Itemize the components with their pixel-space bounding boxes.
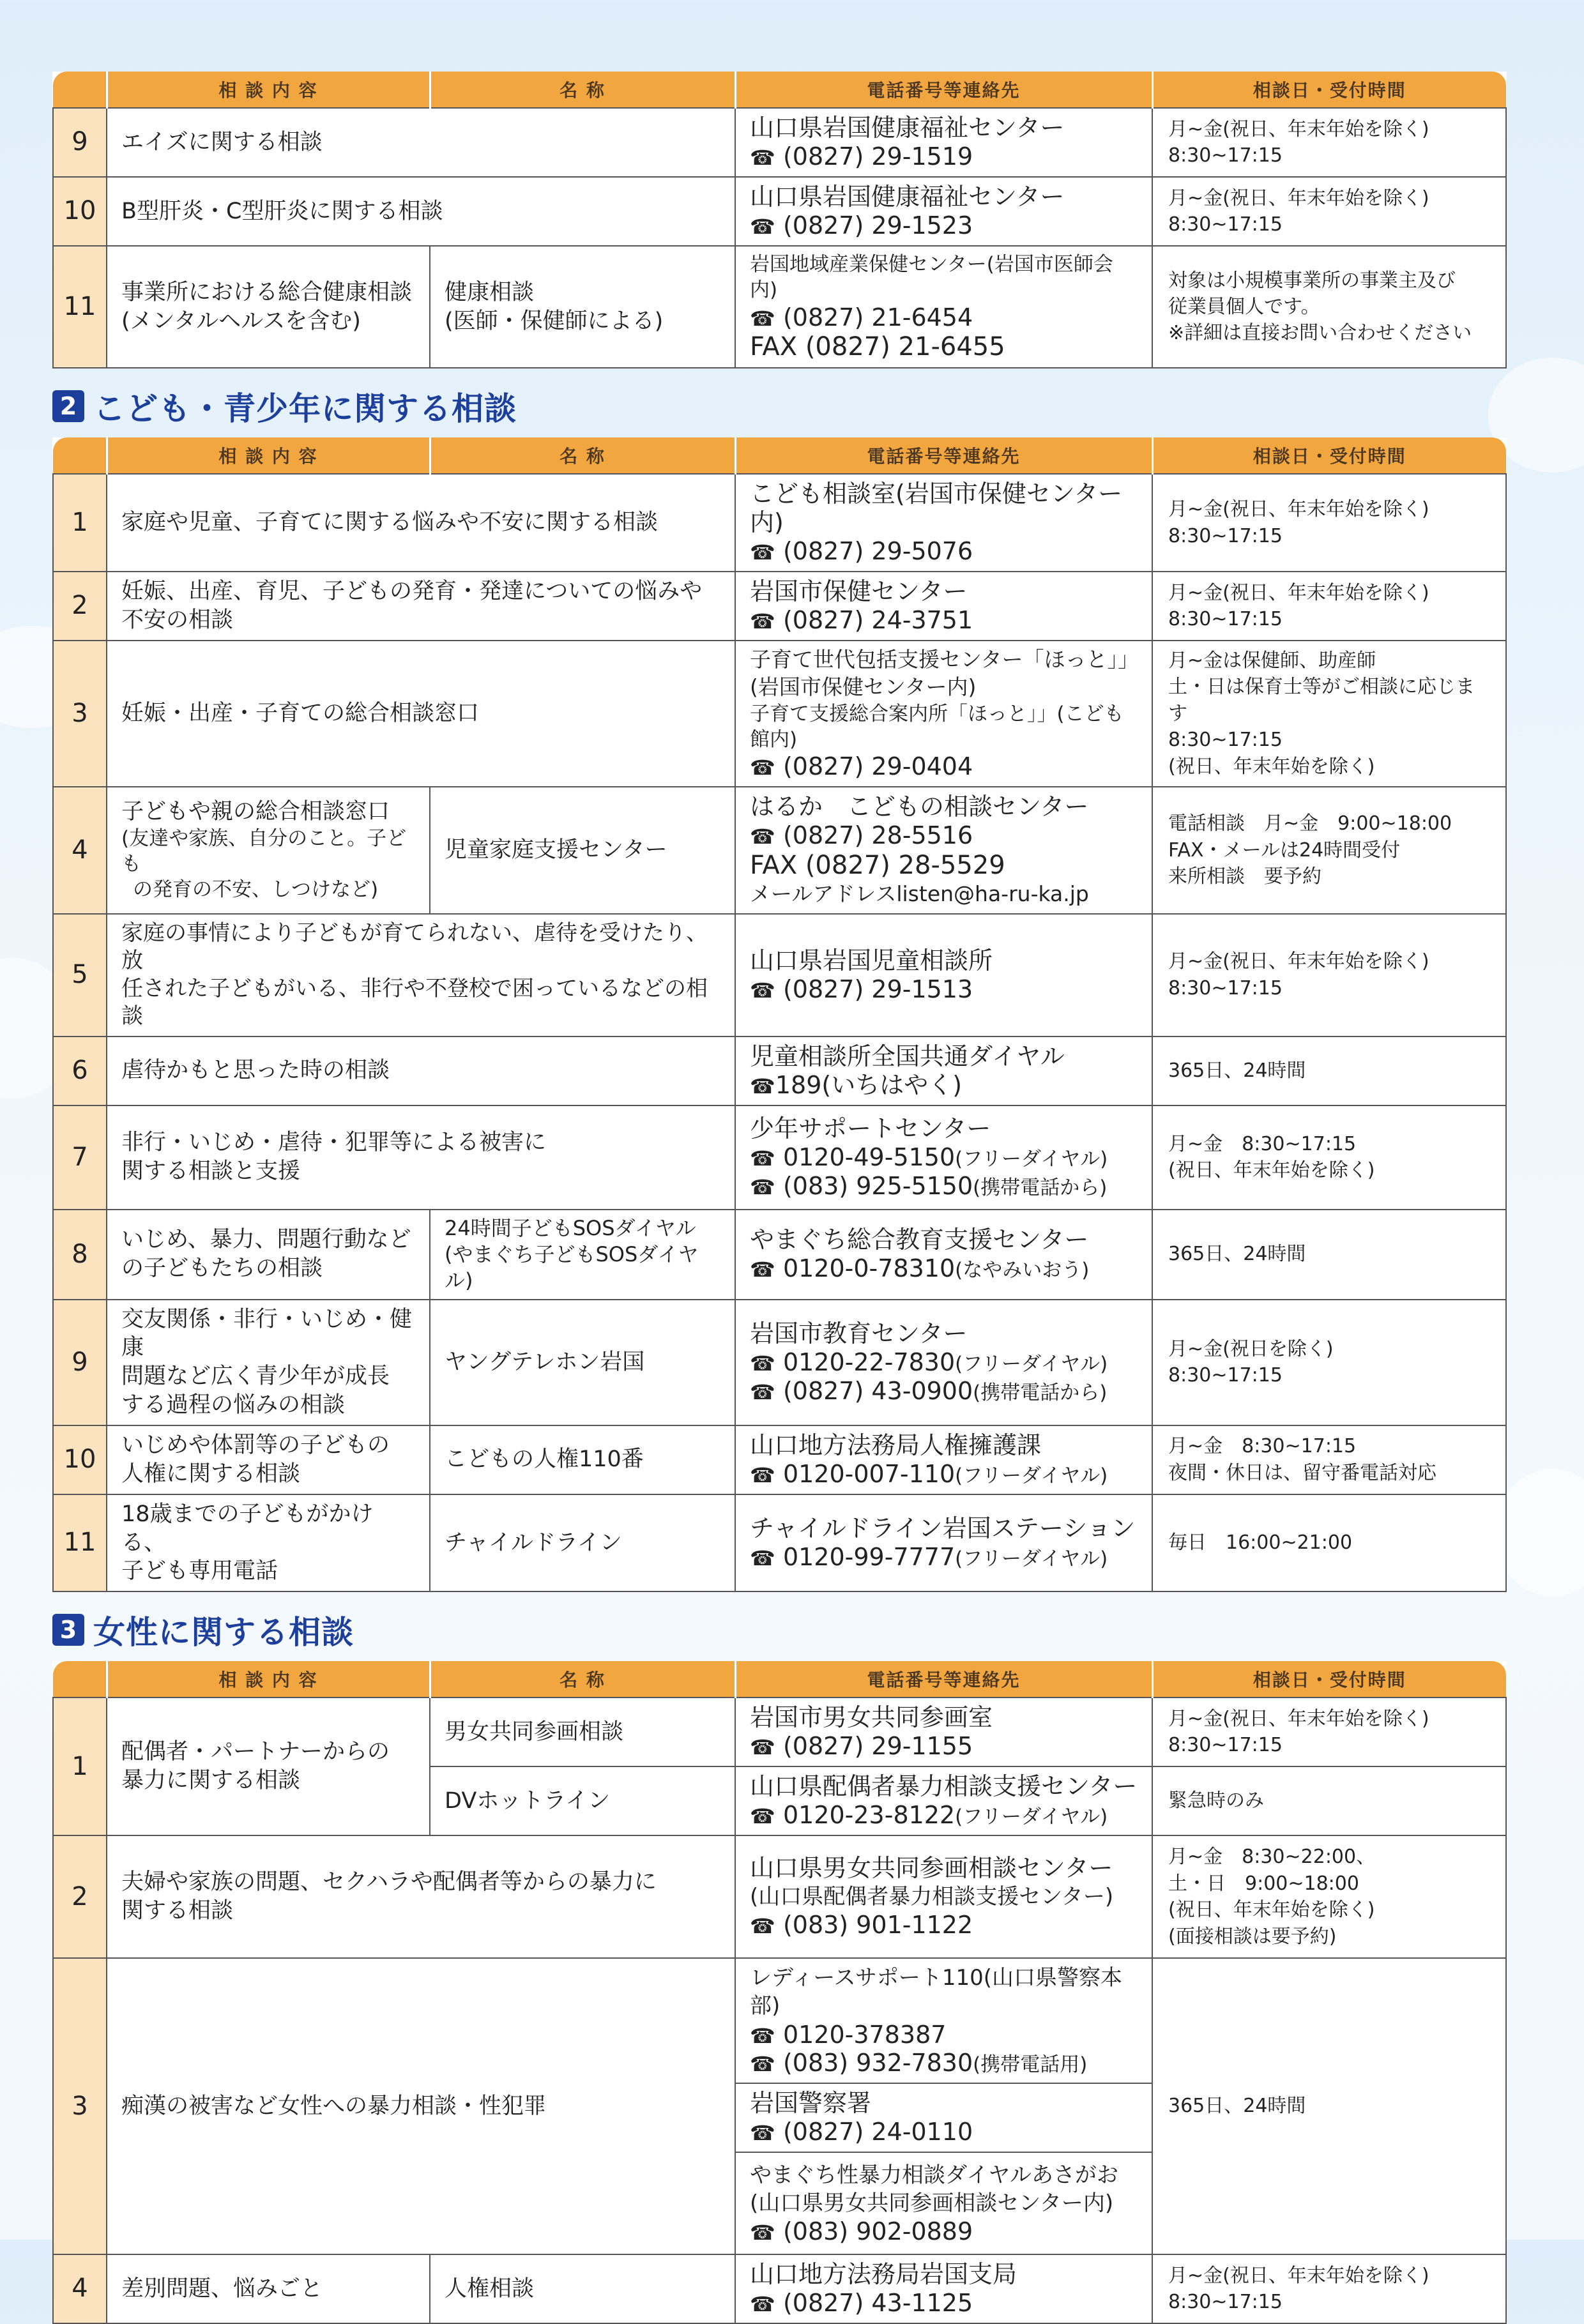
table-row [53, 246, 1506, 368]
phone-note: (携帯電話から) [973, 1176, 1108, 1199]
organization: (岩国市保健センター内) [750, 674, 977, 699]
phone-icon: ☎ [750, 2292, 775, 2317]
email-address: メールアドレスlisten@ha-ru-ka.jp [750, 881, 1089, 906]
section-heading: 女性に関する相談 [93, 1614, 354, 1652]
table-row [53, 914, 1506, 1037]
phone-number: 0120-0-78310 [782, 1254, 956, 1283]
hours-line: 8:30~17:15 [1168, 729, 1283, 752]
header-contact: 電話番号等連絡先 [735, 437, 1152, 474]
content-line: 問題など広く青少年が成長 [121, 1363, 390, 1390]
row-number: 6 [53, 1037, 107, 1105]
service-name [430, 246, 735, 368]
table-row [53, 1210, 1506, 1300]
phone-icon: ☎ [750, 1462, 775, 1487]
hours-line: 8:30~17:15 [1168, 1364, 1283, 1387]
consultation-content [107, 1105, 735, 1210]
phone-number: (083) 902-0889 [782, 2217, 973, 2245]
service-name: ヤングテレホン岩国 [430, 1300, 735, 1425]
section-title-women [52, 1599, 1505, 1661]
row-number: 2 [53, 572, 107, 641]
contact-cell [735, 474, 1152, 571]
content-line: 事業所における総合健康相談 [121, 279, 413, 305]
hours-line: 従業員個人です。 [1168, 296, 1320, 319]
hours-cell [1152, 2254, 1506, 2323]
content-line: いじめや体罰等の子どもの [121, 1432, 390, 1458]
consultation-content: 痴漢の被害など女性への暴力相談・性犯罪 [107, 1958, 735, 2254]
contact-cell [735, 1425, 1152, 1494]
women-consultation-table [52, 1661, 1507, 2324]
phone-number: (0827) 24-3751 [782, 605, 973, 634]
hours-line: 8:30~17:15 [1168, 144, 1283, 167]
row-number: 4 [53, 2254, 107, 2323]
organization: 児童相談所全国共通ダイヤル [750, 1042, 1065, 1070]
organization: やまぐち総合教育支援センター [750, 1226, 1089, 1254]
contact-cell [735, 1958, 1152, 2083]
table-row [53, 787, 1506, 914]
phone-number: (0827) 29-1155 [782, 1732, 973, 1761]
organization: こども相談室(岩国市保健センター内) [750, 480, 1123, 537]
consultation-content: エイズに関する相談 [107, 108, 735, 177]
contact-cell [735, 1210, 1152, 1300]
phone-number: 0120-007-110 [782, 1459, 956, 1488]
phone-number: (0827) 43-1125 [782, 2289, 973, 2318]
organization: 子育て世代包括支援センター「ほっと」」 [750, 646, 1139, 672]
hours-line: 土・日は保育士等がご相談に応じます [1168, 676, 1475, 725]
phone-number: (0827) 29-1513 [782, 975, 973, 1003]
hours-line: 月~金 8:30~22:00、 [1168, 1846, 1376, 1869]
content-line: 任された子どもがいる、非行や不登校で困っているなどの相談 [121, 975, 708, 1029]
hours-line: 月~金は保健師、助産師 [1168, 649, 1376, 672]
content-line: 暴力に関する相談 [121, 1768, 301, 1794]
organization: 岩国市保健センター [750, 577, 968, 606]
content-line: 非行・いじめ・虐待・犯罪等による被害に [121, 1130, 547, 1156]
phone-icon: ☎ [750, 1257, 775, 1282]
phone-number: (0827) 29-0404 [782, 752, 973, 781]
row-number: 3 [53, 641, 107, 787]
hours-line: (面接相談は要予約) [1168, 1925, 1337, 1948]
row-number: 10 [53, 177, 107, 246]
consultation-content: 家庭や児童、子育てに関する悩みや不安に関する相談 [107, 474, 735, 571]
consultation-content: 差別問題、悩みごと [107, 2254, 430, 2323]
service-name [430, 1210, 735, 1300]
row-number: 3 [53, 1958, 107, 2254]
phone-icon: ☎ [750, 2052, 775, 2077]
hours-line: 月~金 8:30~17:15 [1168, 1435, 1357, 1458]
content-line: の子どもたちの相談 [121, 1256, 323, 1282]
phone-icon: ☎ [750, 978, 775, 1003]
content-line: 夫婦や家族の問題、セクハラや配偶者等からの暴力に [121, 1869, 657, 1895]
hours-line: (祝日、年末年始を除く) [1168, 1899, 1375, 1922]
service-name: こどもの人権110番 [430, 1425, 735, 1494]
header-hours: 相談日・受付時間 [1152, 437, 1506, 474]
phone-note: (フリーダイヤル) [955, 1464, 1108, 1487]
name-line: 24時間子どもSOSダイヤル [445, 1215, 696, 1240]
header-content: 相 談 内 容 [107, 1661, 430, 1697]
hours-line: 月~金(祝日、年末年始を除く) [1168, 1707, 1429, 1730]
phone-number: (0827) 29-1523 [782, 211, 973, 239]
consultation-content: 虐待かもと思った時の相談 [107, 1037, 735, 1105]
row-number: 10 [53, 1425, 107, 1494]
organization: 岩国地域産業保健センター(岩国市医師会内) [750, 253, 1113, 302]
consultation-content [107, 572, 735, 641]
contact-cell [735, 914, 1152, 1037]
section-number-badge: 3 [52, 1614, 84, 1646]
row-number: 7 [53, 1105, 107, 1210]
organization: 山口県男女共同参画相談センター [750, 1854, 1113, 1883]
phone-icon: ☎ [750, 1546, 775, 1570]
service-name: 男女共同参画相談 [430, 1697, 735, 1766]
hours-cell: 365日、24時間 [1152, 1958, 1506, 2254]
hours-line: 電話相談 月~金 9:00~18:00 [1168, 812, 1452, 835]
hours-cell [1152, 1105, 1506, 1210]
consultation-content [107, 1494, 430, 1591]
consultation-content: B型肝炎・C型肝炎に関する相談 [107, 177, 735, 246]
consultation-content [107, 1835, 735, 1958]
content-line: (メンタルヘルスを含む) [121, 308, 361, 334]
phone-number: (0827) 29-1519 [782, 142, 973, 171]
organization: 子育て支援総合案内所「ほっと」」(こども館内) [750, 702, 1124, 751]
content-line: いじめ、暴力、問題行動など [121, 1227, 411, 1253]
phone-icon: ☎ [750, 146, 775, 170]
table-row [53, 2254, 1506, 2323]
hours-cell [1152, 1835, 1506, 1958]
phone-icon: ☎ [750, 1914, 775, 1939]
hours-cell: 365日、24時間 [1152, 1037, 1506, 1105]
phone-number: 0120-99-7777 [782, 1542, 956, 1571]
hours-line: 8:30~17:15 [1168, 2291, 1283, 2314]
header-contact: 電話番号等連絡先 [735, 1661, 1152, 1697]
row-number: 11 [53, 1494, 107, 1591]
hours-line: ※詳細は直接お問い合わせください [1168, 322, 1472, 345]
contact-cell [735, 1037, 1152, 1105]
table-row [53, 641, 1506, 787]
table-row [53, 1835, 1506, 1958]
content-line: (友達や家族、自分のこと。子ども [121, 827, 407, 876]
table-row [53, 1697, 1506, 1766]
hours-cell [1152, 474, 1506, 571]
hours-cell: 365日、24時間 [1152, 1210, 1506, 1300]
header-hours: 相談日・受付時間 [1152, 1661, 1506, 1697]
phone-number: (083) 901-1122 [782, 1911, 973, 1940]
phone-number: (0827) 24-0110 [782, 2118, 973, 2146]
organization: 岩国警察署 [750, 2089, 872, 2118]
content-line: の発育の不安、しつけなど) [133, 877, 379, 901]
hours-line: 8:30~17:15 [1168, 524, 1283, 547]
phone-icon: ☎ [750, 1174, 775, 1199]
phone-icon: ☎ [750, 609, 775, 634]
content-line: 妊娠、出産、育児、子どもの発育・発達についての悩みや [121, 579, 703, 605]
content-line: 交友関係・非行・いじめ・健康 [121, 1306, 413, 1361]
hours-line: 月~金(祝日、年末年始を除く) [1168, 2264, 1429, 2287]
hours-line: 月~金(祝日を除く) [1168, 1337, 1334, 1360]
phone-icon: ☎ [750, 1379, 775, 1404]
organization: 山口県岩国健康福祉センター [750, 183, 1065, 211]
table-row [53, 108, 1506, 177]
section-number-badge: 2 [52, 390, 84, 422]
phone-icon: ☎ [750, 2220, 775, 2245]
phone-note: (フリーダイヤル) [955, 1147, 1108, 1171]
organization: レディースサポート110(山口県警察本部) [750, 1965, 1123, 2019]
hours-cell: 毎日 16:00~21:00 [1152, 1494, 1506, 1591]
service-name: DVホットライン [430, 1766, 735, 1835]
contact-cell [735, 1105, 1152, 1210]
content-line: する過程の悩みの相談 [121, 1392, 346, 1418]
consultation-content [107, 914, 735, 1037]
hours-line: (祝日、年末年始を除く) [1168, 1159, 1375, 1182]
hours-cell [1152, 641, 1506, 787]
contact-cell [735, 641, 1152, 787]
table-row [53, 1494, 1506, 1591]
organization: 少年サポートセンター [750, 1114, 991, 1143]
table-row [53, 1300, 1506, 1425]
health-consultation-table [52, 72, 1507, 368]
organization: 山口地方法務局岩国支局 [750, 2260, 1017, 2289]
consultation-content [107, 246, 430, 368]
phone-number: (083) 925-5150 [782, 1171, 973, 1200]
hours-cell [1152, 108, 1506, 177]
phone-icon: ☎ [750, 1735, 775, 1760]
hours-line: 月~金 8:30~17:15 [1168, 1132, 1357, 1155]
consultation-content: 妊娠・出産・子育ての総合相談窓口 [107, 641, 735, 787]
row-number: 1 [53, 1697, 107, 1835]
phone-icon: ☎ [750, 215, 775, 239]
hours-line: 月~金(祝日、年末年始を除く) [1168, 950, 1429, 973]
hours-line: 対象は小規模事業所の事業主及び [1168, 269, 1456, 292]
table-row [53, 1958, 1506, 2083]
organization: 山口県岩国児童相談所 [750, 946, 993, 975]
children-consultation-table [52, 437, 1507, 1592]
organization: 山口県岩国健康福祉センター [750, 114, 1065, 142]
row-number: 9 [53, 1300, 107, 1425]
contact-cell [735, 177, 1152, 246]
table-header [53, 72, 1506, 108]
background-cloud [1495, 1469, 1584, 1597]
phone-icon: ☎ [750, 306, 775, 331]
row-number: 8 [53, 1210, 107, 1300]
hours-line: 月~金(祝日、年末年始を除く) [1168, 118, 1429, 141]
table-row [53, 1105, 1506, 1210]
phone-number: 189(いちはやく) [775, 1070, 963, 1099]
hours-cell: 緊急時のみ [1152, 1766, 1506, 1835]
hours-line: 8:30~17:15 [1168, 976, 1283, 999]
contact-cell [735, 1300, 1152, 1425]
phone-note: (フリーダイヤル) [955, 1352, 1108, 1376]
contact-cell [735, 246, 1152, 368]
content-line: 関する相談 [121, 1898, 234, 1924]
phone-icon: ☎ [750, 756, 775, 780]
row-number: 4 [53, 787, 107, 914]
organization: はるか こどもの相談センター [750, 793, 1089, 821]
header-content: 相 談 内 容 [107, 437, 430, 474]
hours-line: 月~金(祝日、年末年始を除く) [1168, 498, 1429, 521]
hours-cell [1152, 914, 1506, 1037]
phone-number: 0120-23-8122 [782, 1801, 956, 1830]
header-contact: 電話番号等連絡先 [735, 72, 1152, 108]
name-line: 健康相談 [445, 279, 535, 305]
phone-number: 0120-378387 [782, 2020, 947, 2049]
organization: チャイルドライン岩国ステーション [750, 1514, 1136, 1543]
phone-icon: ☎ [750, 1074, 775, 1098]
hours-line: 月~金(祝日、年末年始を除く) [1168, 186, 1429, 209]
hours-cell [1152, 787, 1506, 914]
phone-number: (0827) 43-0900 [782, 1376, 973, 1405]
content-line: 子どもや親の総合相談窓口 [121, 799, 390, 825]
header-hours: 相談日・受付時間 [1152, 72, 1506, 108]
content-line: 家庭の事情により子どもが育てられない、虐待を受けたり、放 [121, 920, 708, 974]
hours-line: 8:30~17:15 [1168, 607, 1283, 630]
phone-note: (フリーダイヤル) [955, 1547, 1108, 1570]
hours-cell [1152, 1300, 1506, 1425]
phone-icon: ☎ [750, 1351, 775, 1376]
hours-cell [1152, 246, 1506, 368]
hours-line: FAX・メールは24時間受付 [1168, 839, 1401, 862]
organization: やまぐち性暴力相談ダイヤルあさがお [750, 2162, 1118, 2188]
phone-number: 0120-22-7830 [782, 1348, 956, 1376]
table-row [53, 1425, 1506, 1494]
phone-icon: ☎ [750, 1804, 775, 1829]
consultation-content [107, 1697, 430, 1835]
hours-line: (祝日、年末年始を除く) [1168, 755, 1375, 778]
consultation-content [107, 787, 430, 914]
hours-cell [1152, 1697, 1506, 1766]
contact-cell [735, 2083, 1152, 2152]
row-number: 9 [53, 108, 107, 177]
phone-number: 0120-49-5150 [782, 1143, 956, 1171]
consultation-content [107, 1425, 430, 1494]
content-line: 人権に関する相談 [121, 1461, 301, 1487]
table-row [53, 177, 1506, 246]
content-line: 配偶者・パートナーからの [121, 1739, 390, 1765]
consultation-content [107, 1300, 430, 1425]
content-line: 不安の相談 [121, 607, 234, 633]
organization: 山口県配偶者暴力相談支援センター [750, 1772, 1138, 1801]
phone-icon: ☎ [750, 1146, 775, 1171]
row-number: 5 [53, 914, 107, 1037]
phone-note: (フリーダイヤル) [955, 1805, 1108, 1829]
contact-cell [735, 1835, 1152, 1958]
row-number: 1 [53, 474, 107, 571]
contact-cell [735, 108, 1152, 177]
hours-line: 8:30~17:15 [1168, 213, 1283, 236]
service-name: 人権相談 [430, 2254, 735, 2323]
header-name: 名 称 [430, 1661, 735, 1697]
table-header [53, 437, 1506, 474]
hours-line: 夜間・休日は、留守番電話対応 [1168, 1461, 1436, 1484]
table-row [53, 474, 1506, 571]
row-number: 2 [53, 1835, 107, 1958]
contact-cell [735, 1494, 1152, 1591]
phone-note: (携帯電話から) [973, 1381, 1108, 1404]
section-title-children [52, 375, 1505, 437]
service-name: チャイルドライン [430, 1494, 735, 1591]
hours-cell [1152, 177, 1506, 246]
name-line: (医師・保健師による) [445, 308, 664, 334]
contact-cell [735, 572, 1152, 641]
header-content: 相 談 内 容 [107, 72, 430, 108]
organization: 岩国市教育センター [750, 1319, 968, 1348]
table-row [53, 1037, 1506, 1105]
organization: 岩国市男女共同参画室 [750, 1703, 993, 1732]
name-line: (やまぐち子どもSOSダイヤル) [445, 1242, 699, 1293]
content-line: 18歳までの子どもがかける、 [121, 1501, 374, 1556]
hours-cell [1152, 572, 1506, 641]
contact-cell [735, 787, 1152, 914]
organization: 山口地方法務局人権擁護課 [750, 1431, 1042, 1459]
hours-cell [1152, 1425, 1506, 1494]
organization: (山口県男女共同参画相談センター内) [750, 2190, 1114, 2216]
contact-cell [735, 2254, 1152, 2323]
contact-cell [735, 2152, 1152, 2254]
hours-line: 8:30~17:15 [1168, 1734, 1283, 1757]
phone-note: (携帯電話用) [973, 2053, 1088, 2077]
contact-cell [735, 1697, 1152, 1766]
fax-number: FAX (0827) 21-6455 [750, 332, 1005, 362]
phone-number: (0827) 28-5516 [782, 821, 973, 849]
hours-line: 来所相談 要予約 [1168, 865, 1321, 888]
phone-icon: ☎ [750, 2121, 775, 2146]
organization: (山口県配偶者暴力相談支援センター) [750, 1884, 1114, 1910]
consultation-content [107, 1210, 430, 1300]
table-row [53, 572, 1506, 641]
fax-number: FAX (0827) 28-5529 [750, 850, 1005, 880]
service-name: 児童家庭支援センター [430, 787, 735, 914]
header-name: 名 称 [430, 72, 735, 108]
phone-note: (なやみいおう) [955, 1259, 1090, 1282]
contact-cell [735, 1766, 1152, 1835]
phone-number: (0827) 29-5076 [782, 537, 973, 566]
hours-line: 土・日 9:00~18:00 [1168, 1872, 1359, 1895]
content-line: 子ども専用電話 [121, 1558, 278, 1584]
phone-icon: ☎ [750, 540, 775, 565]
phone-icon: ☎ [750, 2023, 775, 2048]
phone-icon: ☎ [750, 824, 775, 849]
phone-number: (0827) 21-6454 [782, 303, 973, 331]
consultation-guide-page [52, 72, 1505, 2324]
section-heading: こども・青少年に関する相談 [93, 390, 517, 428]
table-header [53, 1661, 1506, 1697]
header-name: 名 称 [430, 437, 735, 474]
row-number: 11 [53, 246, 107, 368]
content-line: 関する相談と支援 [121, 1158, 301, 1185]
phone-number: (083) 932-7830 [782, 2049, 973, 2077]
hours-line: 月~金(祝日、年末年始を除く) [1168, 581, 1429, 604]
